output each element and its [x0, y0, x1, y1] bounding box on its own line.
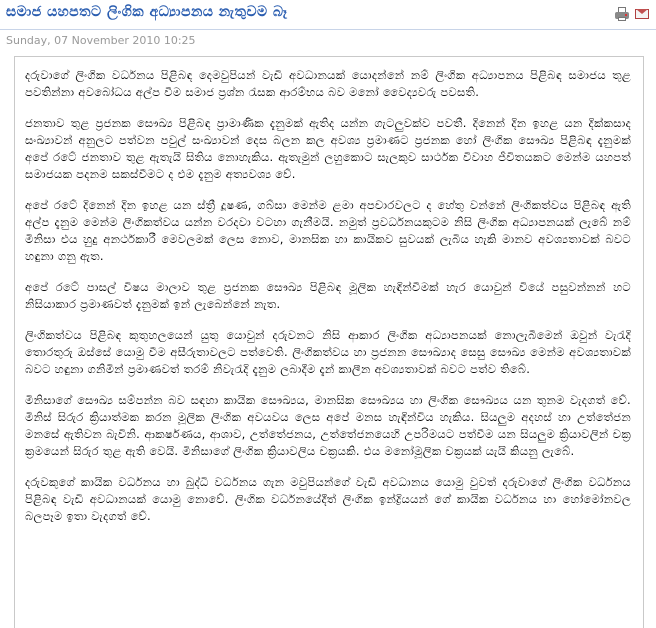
article-header	[0, 0, 656, 30]
article-date: Sunday, 07 November 2010 10:25	[6, 34, 196, 47]
print-icon[interactable]	[614, 6, 630, 22]
email-icon[interactable]	[634, 6, 650, 22]
paragraph-5: ලිංගිකත්වය පිළිබඳ කුතුහලයෙන් යුතු යොවුන් දරුවනට නිසි ආකාර ලිංගික අධ්‍යාපනයක් නොලැබීමෙන් ඔවුන් වැරැදි තොරතුරු ඔස්සේ යොමු වීම අසීරුතාවලට පත්වෙති. ලිංගිකත්වය හා ප්‍රජනන සෞඛ්‍යාද සෙසු සෞඛ්‍ය මෙන්ම අවශ්‍යතාවක් බවට හඳුනා ගනිමින් ප්‍රමාණවත් තරම් නිවැරැදි දැනුම ලබාදීම දැන් කාලීන අවශ්‍යතාවක් බවට පත්ව තිබේ.	[25, 328, 631, 376]
article-body	[14, 56, 644, 628]
paragraph-4: අපේ රටේ පාසල් විෂය මාලාව තුළ ප්‍රජනක සෞඛ්‍ය පිළිබඳ මූලික හැඳින්වීමක් හැර යොවුන් වියේ පසුවන්නන් හට නිසියාකාර ප්‍රමාණවත් දැනුමක් ඉන් ලැබෙන්නේ නැත.	[25, 280, 631, 311]
paragraph-2: ජනතාව තුළ ප්‍රජනක සෞඛ්‍ය පිළිබඳ ප්‍රාමාණික දැනුමක් ඇතිද යන්න ගැටලුවක්ව පවතී. දිනෙන් දින ඉහළ යන දික්කසාද සංඛ්‍යාවන් අනුලට පත්වන පවුල් සංඛ්‍යාවන් දෙස බලන කල අවශ්‍ය ප්‍රමාණට ප්‍රජනක හෝ ලිංගික සෞඛ්‍ය පිළිබඳ දැනුමක් අපේ රටේ ජනතාව තුළ ඇතැයි සිතිය නොහැකිය. ඇතැමුන් ලහුකොට සැලකුව සාර්ථක විවාහ ජීවිතයකට මෙන්ම යහපත් සමාජයක පදනම සකස්වීමට ද එම දැනුම අත්‍යවශ්‍ය වේ.	[25, 116, 631, 181]
paragraph-1: දරුවාගේ ලිංගික වර්ධනය පිළිබඳ දෙමවුපියන් වැඩි අවධානයක් යොදන්නේ නම් ලිංගික අධ්‍යාපනය පිළිබඳ සමාජය තුළ පවතින්නා අවබෝධය අල්ප වීම සමාජ ප්‍රශ්න රැසක ආරම්භය බව මනෝ වෛද්‍යවරු පවසති.	[25, 68, 631, 99]
article-actions	[614, 6, 650, 22]
article-title: සමාජ යහපතට ලිංගික අධ්‍යාපනය නැතුවම බෑ	[6, 4, 288, 20]
paragraph-7: දරුවකුගේ කායික වර්ධනය හා බුද්ධි වර්ධනය ගැන මවුපියන්ගේ වැඩි අවධානය යොමු වුවත් දරුවාගේ ලිංගික වර්ධනය පිළිබඳ වැඩි අවධානයක් යොමු නොවේ. ලිංගික වර්ධනයේදීත් ලිංගික ඉන්ද්‍රියයන් ගේ කායික වර්ධනය හා හෝමෝනවල බලපෑම ඉතා වැදගත් වේ.	[25, 475, 631, 523]
paragraph-3: අපේ රටේ දිනෙන් දින ඉහළ යන ස්ත්‍රී දූෂණ, ගබ්සා මෙන්ම ළමා අපචාරවලට ද හේතු වන්නේ ලිංගිකත්වය පිළිබඳ ඇති අල්ප දැනුම මෙන්ම ලිංගිකත්වය යන්න වරදවා වටහා ගැනීමයි. නමුත් ප්‍රවර්ධනයකුටම නිසි ලිංගික අධ්‍යාපනයක් ලැබේ නම් මිනිසා එය හුදු අනර්ථකාරී මෙවලමක් ලෙස නොව, මානසික හා කායිකව සුවයක් ලැබිය හැකි මානව අවශ්‍යතාවක් බවට හඳුනා ගනු ඇත.	[25, 198, 631, 263]
paragraph-6: මිනිසාගේ සෞඛ්‍ය සම්පන්න බව සඳහා කායික සෞඛ්‍යය, මානසික සෞඛ්‍යය හා ලිංගික සෞඛ්‍යය යන තුනම වැදගත් වේ. මිනිස් සිරුර ක්‍රියාත්මක කරන මූලික ලිංගික අවයවය ලෙස අපේ මනස හැඳින්විය හැකිය. සියලුම අදහස් හා උත්තේජන මනසේ ඇතිවන බැවිනි. ආකර්ෂණය, ආශාව, උත්තේජනය, උත්තේජනයෙහි උපරිමයට පත්වීම යන සියලුම ක්‍රියාවලින් චක්‍ර ක්‍රමයෙන් සිරුර තුළ ඇති වෙයි. මිනිසාගේ ලිංගික ක්‍රියාවලිය චක්‍රයකි. එය මනෝමූලික චක්‍රයක් යැයි කියනු ලැබේ.	[25, 393, 631, 458]
